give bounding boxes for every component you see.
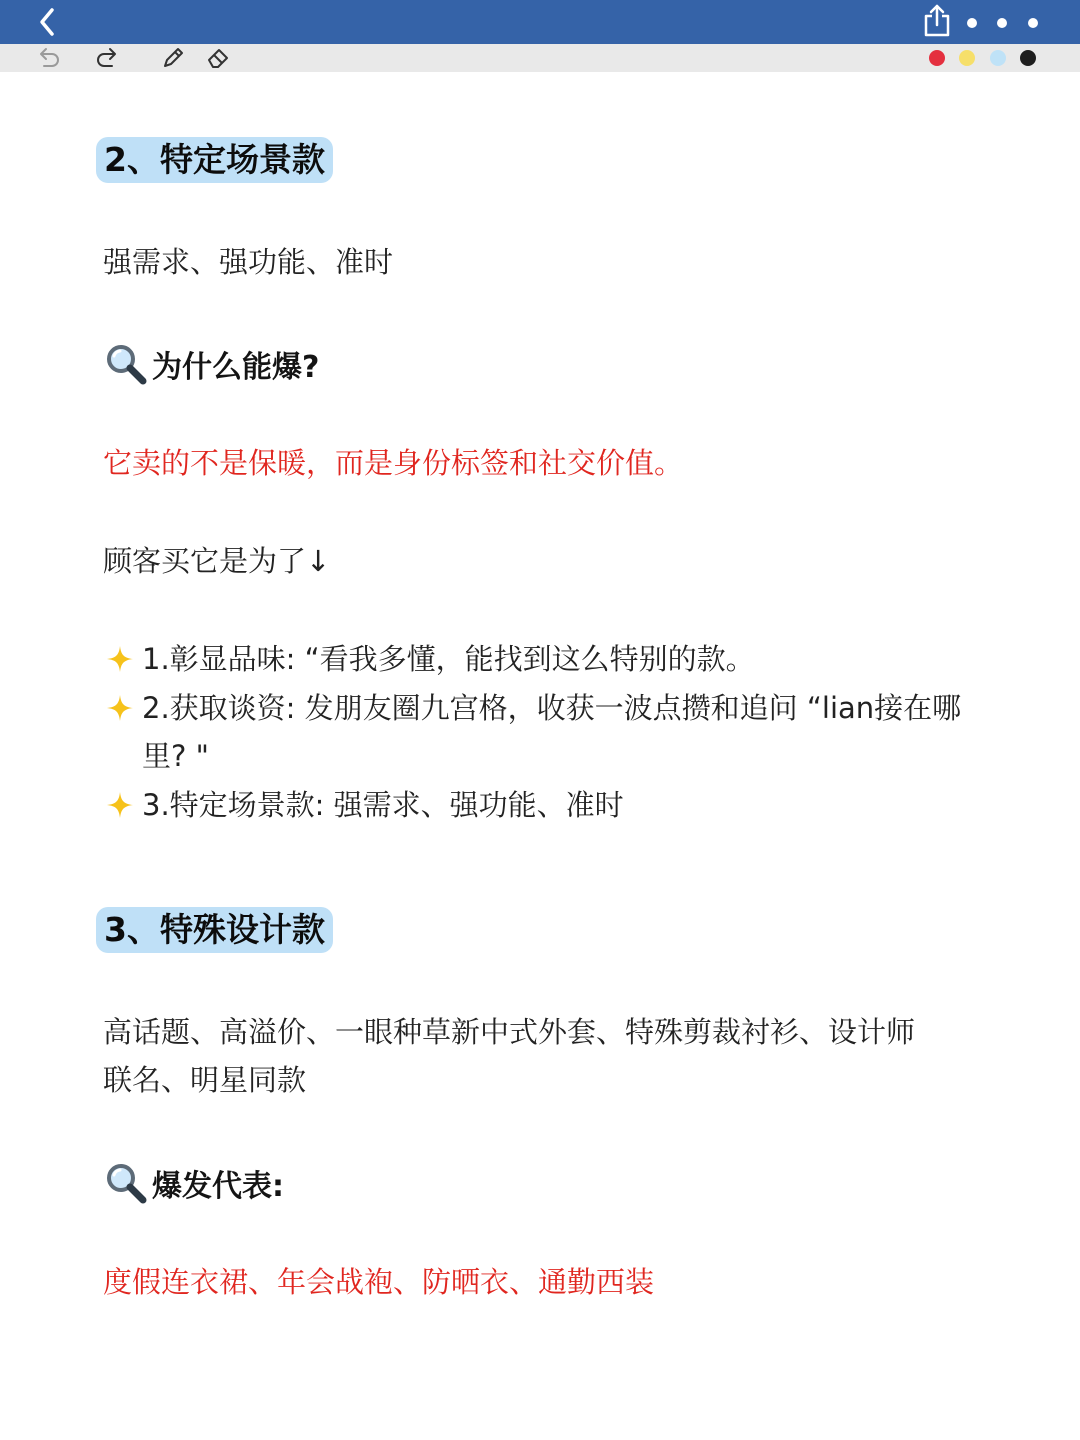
- color-swatch-light-blue[interactable]: [990, 50, 1006, 66]
- color-swatch-yellow[interactable]: [959, 50, 975, 66]
- reason-text: 3.特定场景款: 强需求、强功能、准时: [142, 788, 624, 822]
- reason-text: 2.获取谈资: 发朋友圈九宫格，收获一波点攒和追问 “lian接在哪里? ": [142, 691, 962, 773]
- undo-icon[interactable]: [36, 46, 62, 70]
- list-item: [106, 684, 982, 780]
- sparkle-icon: [106, 645, 134, 673]
- pencil-icon[interactable]: [160, 46, 186, 70]
- list-item: [106, 781, 982, 829]
- top-app-bar: [0, 0, 1080, 44]
- section-2-heading: 2、特定场景款: [96, 137, 333, 183]
- color-swatch-red[interactable]: [929, 50, 945, 66]
- list-item: [106, 635, 982, 683]
- more-dots-icon[interactable]: [962, 10, 1046, 36]
- reason-text: 1.彰显品味: “看我多懂，能找到这么特别的款。: [142, 642, 755, 676]
- examples-subheading: [104, 1159, 284, 1207]
- examples-list: 度假连衣裙、年会战袍、防晒衣、通勤西装: [103, 1265, 655, 1299]
- redo-icon[interactable]: [94, 46, 120, 70]
- reason-intro: 顾客买它是为了↓: [103, 544, 331, 578]
- sparkle-icon: [106, 791, 134, 819]
- drawing-toolbar: [0, 44, 1080, 72]
- sparkle-icon: [106, 694, 134, 722]
- magnifying-glass-icon: [104, 342, 148, 386]
- section-3-tags-line-1: 高话题、高溢价、一眼种草新中式外套、特殊剪裁衬衫、设计师: [103, 1015, 916, 1049]
- color-swatch-black[interactable]: [1020, 50, 1036, 66]
- share-icon[interactable]: [918, 2, 956, 40]
- section-3-tags-line-2: 联名、明星同款: [103, 1063, 307, 1097]
- section-3-heading: 3、特殊设计款: [96, 907, 333, 953]
- chevron-left-icon[interactable]: [30, 4, 66, 40]
- magnifying-glass-icon: [104, 1161, 148, 1205]
- why-label: 为什么能爆?: [152, 350, 320, 385]
- examples-label: 爆发代表:: [152, 1169, 284, 1204]
- highlight-statement: 它卖的不是保暖，而是身份标签和社交价值。: [103, 446, 684, 480]
- section-2-tags: 强需求、强功能、准时: [103, 245, 394, 279]
- why-subheading: [104, 340, 319, 388]
- eraser-icon[interactable]: [205, 46, 231, 70]
